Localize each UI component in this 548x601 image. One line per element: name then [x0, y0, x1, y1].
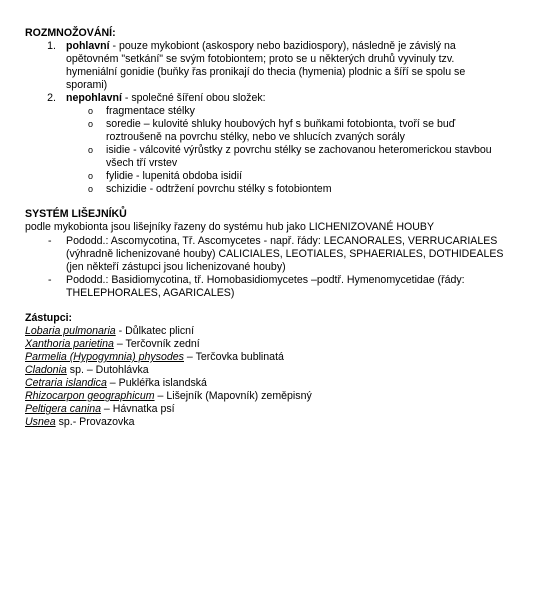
species-item: Lobaria pulmonaria - Důlkatec plicní: [25, 325, 195, 337]
list-number: 1.: [47, 40, 56, 52]
species-latin: Parmelia (Hypogymnia) physodes: [25, 351, 184, 363]
section-intro: podle mykobionta jsou lišejníky řazeny do systému hub jako LICHENIZOVANÉ HOUBY: [25, 221, 435, 233]
species-latin: Cetraria islandica: [25, 377, 107, 389]
species-latin: Rhizocarpon geographicum: [25, 390, 155, 402]
bullet-marker: o: [88, 106, 94, 116]
species-item: Parmelia (Hypogymnia) physodes – Terčovka bublinatá: [25, 351, 284, 363]
species-latin: Usnea: [25, 416, 56, 428]
sub-item-text: roztroušeně na povrchu stélky, nebo ve shlucích zvaných sorály: [106, 131, 405, 143]
sub-item-text: schizidie - odtržení povrchu stélky s fotobiontem: [106, 183, 332, 195]
section-heading-system: SYSTÉM LIŠEJNÍKŮ: [25, 208, 127, 220]
term-nepohlavni: nepohlavní: [66, 92, 122, 104]
list-number: 2.: [47, 92, 56, 104]
species-latin: Cladonia: [25, 364, 67, 376]
species-latin: Peltigera canina: [25, 403, 101, 415]
bullet-marker: o: [88, 145, 94, 155]
species-item: Xanthoria parietina – Terčovník zední: [25, 338, 200, 350]
system-item-text: (výhradně lichenizované houby) CALICIALES, LEOTIALES, SPHAERIALES, DOTHIDEALES: [66, 248, 504, 260]
section-heading-zastupci: Zástupci:: [25, 312, 73, 324]
bullet-marker: o: [88, 171, 94, 181]
bullet-marker: o: [88, 119, 94, 129]
sub-item-text: všech tří vrstev: [106, 157, 178, 169]
list-item-text: opětovném "setkání" se svým fotobiontem; proto se u některých druhů vyvinuly tzv.: [66, 53, 455, 65]
list-item-text: pohlavní - pouze mykobiont (askospory nebo bazidiospory), následně je závislý na: [66, 40, 456, 52]
species-latin: Lobaria pulmonaria: [25, 325, 116, 337]
system-item-text: Pododd.: Ascomycotina, Tř. Ascomycetes - např. řády: LECANORALES, VERRUCARIALES: [66, 235, 498, 247]
list-item-text: sporami): [66, 79, 108, 91]
species-item: Peltigera canina – Hávnatka psí: [25, 403, 175, 415]
sub-item-text: fylidie - lupenitá obdoba isidií: [106, 170, 243, 182]
bullet-marker: o: [88, 184, 94, 194]
sub-item-text: isidie - válcovité výrůstky z povrchu stélky se zachovanou heteromerickou stavbou: [106, 144, 492, 156]
term-pohlavni: pohlavní: [66, 40, 110, 52]
list-item-text: hymeniální gonidie (buňky řas pronikají do thecia (hymenia) plodnic a šíří se spolu se: [66, 66, 466, 78]
species-item: Rhizocarpon geographicum – Lišejník (Mapovník) zeměpisný: [25, 390, 312, 402]
dash-marker: -: [48, 235, 52, 247]
sub-item-text: soredie – kulovité shluky houbových hyf s buňkami fotobionta, tvoří se buď: [106, 118, 456, 130]
dash-marker: -: [48, 274, 52, 286]
system-item-text: (jen někteří zástupci jsou lichenizované houby): [66, 261, 286, 273]
species-latin: Xanthoria parietina: [25, 338, 114, 350]
system-item-text: THELEPHORALES, AGARICALES): [66, 287, 235, 299]
species-item: Cladonia sp. – Dutohlávka: [25, 364, 149, 376]
list-item-text: nepohlavní - společné šíření obou složek:: [66, 92, 266, 104]
system-item-text: Pododd.: Basidiomycotina, tř. Homobasidiomycetes –podtř. Hymenomycetidae (řády:: [66, 274, 465, 286]
sub-item-text: fragmentace stélky: [106, 105, 195, 117]
section-heading-rozmnozovani: ROZMNOŽOVÁNÍ:: [25, 27, 116, 39]
species-item: Cetraria islandica – Pukléřka islandská: [25, 377, 207, 389]
species-item: Usnea sp.- Provazovka: [25, 416, 135, 428]
